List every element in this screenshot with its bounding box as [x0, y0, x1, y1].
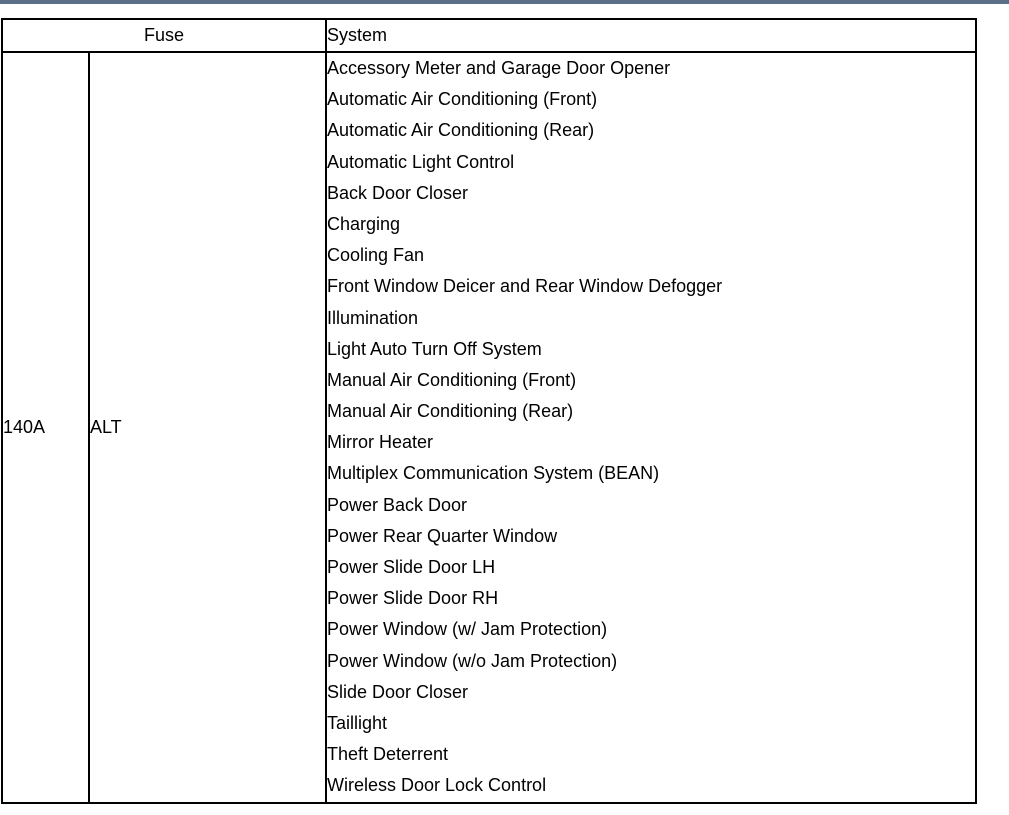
list-item: Slide Door Closer [327, 681, 469, 702]
list-item: Multiplex Communication System (BEAN) [327, 463, 660, 484]
list-item: Taillight [327, 712, 388, 733]
list-item: Power Rear Quarter Window [327, 525, 558, 546]
systems-cell [326, 52, 976, 803]
list-item: Manual Air Conditioning (Front) [327, 369, 577, 390]
list-item: Power Back Door [327, 494, 468, 515]
system-list [327, 53, 975, 802]
list-item: Power Window (w/ Jam Protection) [327, 619, 608, 640]
fuse-amperage-cell: 140A [2, 52, 89, 803]
fuse-name-cell: ALT [89, 52, 326, 803]
list-item: Mirror Heater [327, 432, 434, 453]
table-header-row [2, 19, 976, 52]
list-item: Theft Deterrent [327, 744, 449, 765]
list-item: Back Door Closer [327, 182, 469, 203]
list-item: Cooling Fan [327, 245, 425, 266]
list-item: Power Window (w/o Jam Protection) [327, 650, 618, 671]
list-item: Automatic Air Conditioning (Front) [327, 89, 598, 110]
list-item: Automatic Light Control [327, 151, 515, 172]
list-item: Light Auto Turn Off System [327, 338, 542, 359]
list-item: Automatic Air Conditioning (Rear) [327, 120, 595, 141]
table-row [2, 52, 976, 803]
list-item: Wireless Door Lock Control [327, 775, 547, 796]
list-item: Illumination [327, 307, 419, 328]
list-item: Charging [327, 213, 401, 234]
list-item: Accessory Meter and Garage Door Opener [327, 58, 671, 78]
list-item: Power Slide Door LH [327, 557, 496, 577]
top-border-bar [0, 0, 1009, 4]
fuse-column-header: Fuse [2, 19, 326, 52]
system-column-header: System [326, 19, 976, 52]
list-item: Power Slide Door RH [327, 588, 499, 609]
list-item: Front Window Deicer and Rear Window Defogger [327, 276, 723, 297]
list-item: Manual Air Conditioning (Rear) [327, 401, 574, 422]
fuse-table [1, 18, 977, 804]
